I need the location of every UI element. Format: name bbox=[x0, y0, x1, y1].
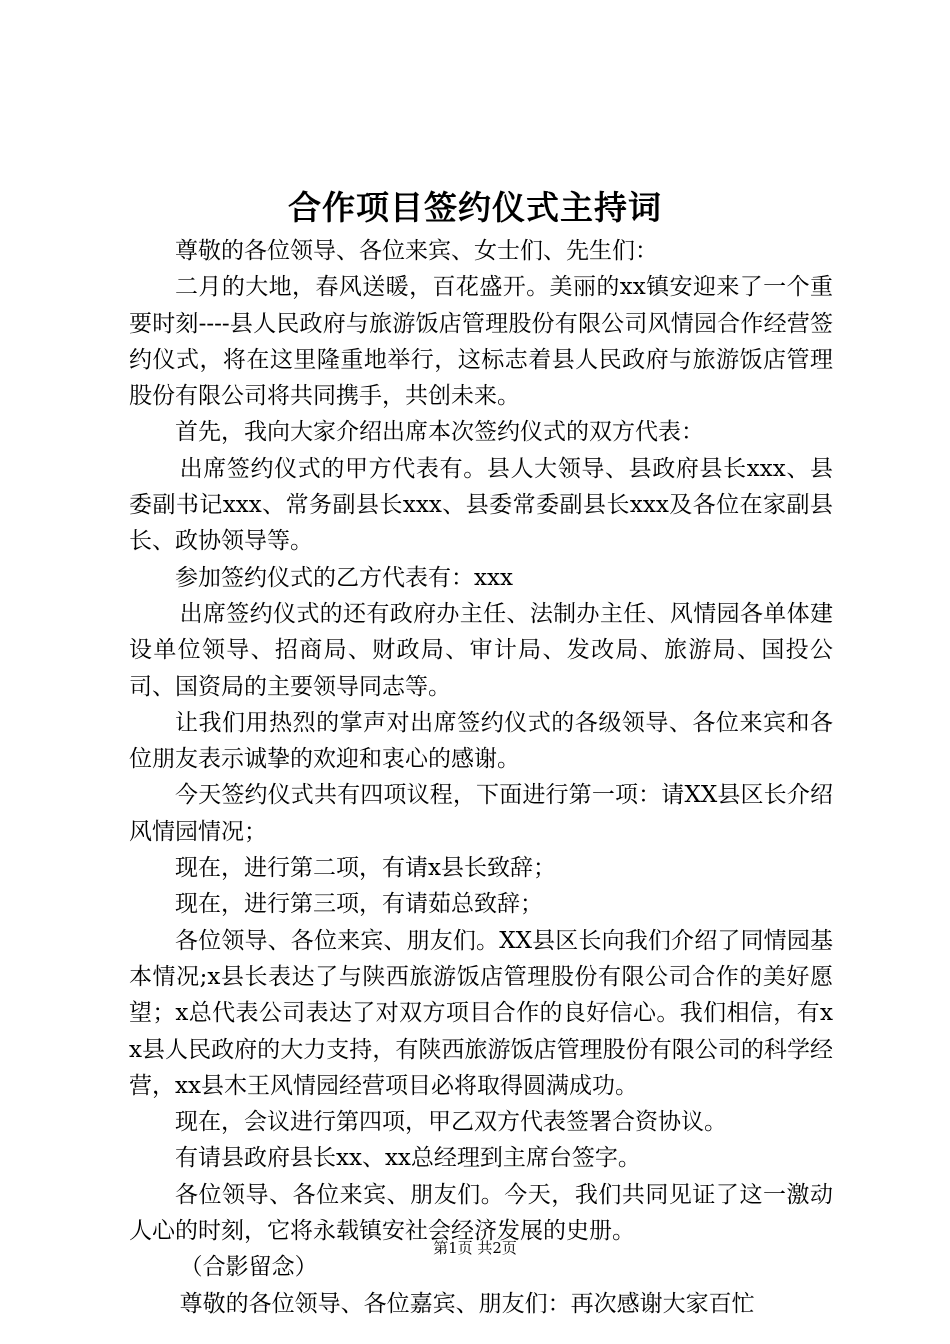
paragraph-photo: （合影留念） bbox=[179, 1254, 318, 1281]
paragraph-summary: 各位领导、各位来宾、朋友们。XX县区长向我们介绍了同情园基本情况;x县长表达了与陕西旅游饭店管理股份有限公司合作的美好愿望；x总代表公司表达了对双方项目合作的良好信心。我们相信，有xx县人民政府的大力支持，有陕西旅游饭店管理股份有限公司的科学经营，xx县木王风情园经营项目必将取得圆满成功。 bbox=[129, 927, 833, 1099]
paragraph-signing: 有请县政府县长xx、xx总经理到主席台签字。 bbox=[175, 1145, 641, 1172]
paragraph-agenda-1: 今天签约仪式共有四项议程，下面进行第一项：请XX县区长介绍风情园情况； bbox=[129, 782, 833, 845]
paragraph-closing: 尊敬的各位领导、各位嘉宾、朋友们：再次感谢大家百忙 bbox=[179, 1290, 755, 1317]
paragraph-welcome: 让我们用热烈的掌声对出席签约仪式的各级领导、各位来宾和各位朋友表示诚挚的欢迎和衷心的感谢。 bbox=[129, 709, 833, 773]
page-number-footer: 第1页 共2页 bbox=[433, 1239, 517, 1257]
document-title: 合作项目签约仪式主持词 bbox=[288, 188, 662, 227]
paragraph-attendees: 出席签约仪式的还有政府办主任、法制办主任、风情园各单体建设单位领导、招商局、财政局、审计局、发改局、旅游局、国投公司、国资局的主要领导同志等。 bbox=[129, 600, 833, 700]
document-body bbox=[129, 233, 833, 1322]
paragraph-agenda-2: 现在，进行第二项，有请x县长致辞； bbox=[175, 855, 556, 882]
paragraph-party-b: 参加签约仪式的乙方代表有：xxx bbox=[175, 564, 513, 591]
paragraph-agenda-3: 现在，进行第三项，有请茹总致辞； bbox=[175, 891, 543, 918]
paragraph-party-a: 出席签约仪式的甲方代表有。县人大领导、县政府县长xxx、县委副书记xxx、常务副县长xxx、县委常委副县长xxx及各位在家副县长、政协领导等。 bbox=[129, 455, 833, 555]
paragraph-witness: 各位领导、各位来宾、朋友们。今天，我们共同见证了这一激动人心的时刻，它将永载镇安社会经济发展的史册。 bbox=[129, 1181, 833, 1245]
paragraph-greeting: 尊敬的各位领导、各位来宾、女士们、先生们： bbox=[175, 238, 658, 264]
paragraph-agenda-4: 现在，会议进行第四项，甲乙双方代表签署合资协议。 bbox=[175, 1109, 727, 1136]
paragraph-introduction: 首先，我向大家介绍出席本次签约仪式的双方代表： bbox=[175, 419, 704, 446]
paragraph-opening: 二月的大地，春风送暖，百花盛开。美丽的xx镇安迎来了一个重要时刻----县人民政府与旅游饭店管理股份有限公司风情园合作经营签约仪式，将在这里隆重地举行，这标志着县人民政府与旅游饭店管理股份有限公司将共同携手，共创未来。 bbox=[129, 274, 833, 410]
